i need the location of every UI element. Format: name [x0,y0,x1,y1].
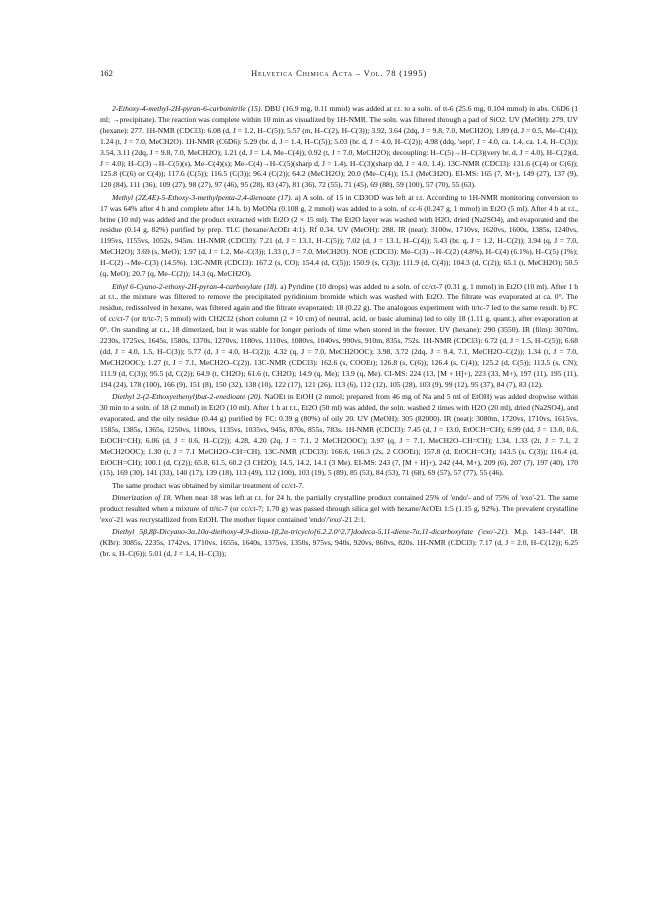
procedure-text: DBU (16.9 mg, 0.11 mmol) was added at r.t. to a soln. of tt-6 (25.6 mg, 0.104 mmol) in abs. C6D6 (1 ml; →precipitate). The reaction was complete within 10 min as visualized by 1H-NMR. The soln. was filtered through a pad of SiO2. UV (MeOH): 279. UV (hexane): 277. 1H-NMR (CDCl3): 6.08 (d, J = 1.2, H–C(5)); 5.57 (m, H–C(2), H–C(3)); 3.92, 3.64 (2dq, J = 9.8, 7.0, MeCH2O); 1.89 (d, J = 0.5, Me–C(4)); 1.24 (t, J = 7.0, MeCH2O). 1H-NMR (C6D6): 5.29 (br. d, J = 1.4, H–C(5)); 5.03 (br. d, J = 4.0, H–C(2)); 4.98 (ddq, 'sept', J = 4.0, ca. 1.4, ca. 1.4, H–C(3)); 3.54, 3.11 (2dq, J = 9.8, 7.0, MeCH2O); 1.21 (d, J = 1.4, Me–C(4)); 0.92 (t, J = 7.0, MeCH2O); decoupling: H–C(5)→H–C(3)(very br. d, J = 4.0), H–C(2)(d, J = 4.0); H–C(3)→H–C(5)(s), Me–C(4)(s); Me–C(4)→H–C(5)(sharp d, J = 1.4), H–C(3)(sharp dd, J = 4.0, 1.4). 13C-NMR (CDCl3): 131.6 (C(4) or C(6)); 125.8 (C(6) or C(4)); 117.6 (C(5)); 116.5 (C(3)); 96.4 (C(2)); 64.2 (MeCH2O); 20.0 (Me–C(4)); 15.1 (MeCH2O). EI-MS: 165 (7, M+), 149 (27), 137 (9), 120 (84), 111 (36), 109 (27), 98 (27), 97 (46), 95 (28), 83 (47), 81 (36), 72 (55), 71 (45), 69 (88), 59 (100), 57 (70), 55 (63). [100,104,578,190]
compound-title: Methyl (2Z,4E)-5-Ethoxy-3-methylpenta-2,4-dienoate (17). [112,192,293,202]
compound-title: Dimerization of 18. [112,493,173,503]
note-paragraph [100,481,578,492]
procedure-text: a) Pyridine (10 drops) was added to a soln. of cc/ct-7 (0.31 g, 1 mmol) in Et2O (10 ml). After 1 h at r.t., the mixture was filtered to remove the precipitated pyridinium bromide which was washed with Et2O. The filtrate was evaporated at ca. 0°. The residue, redissolved in hexane, was filtered again and the filtrate evaporated: 18 (0.22 g). The analogous experiment with tt/tc-7 led to the same result. b) FC of cc/ct-7 (or tt/tc-7; 5 mmol) with CH2Cl2 (short column (2 × 10 cm) of neutral, acid, or basic alumina) led to oily 18 (1.11 g, quant.), after evaporation at 0°. On standing at r.t., 18 dimerized, but it was stable for longer periods of time when stored in the freezer. UV (hexane): 290 (3550). IR (film): 3070m, 2230s, 1725vs, 1645s, 1580s, 1370s, 1270vs, 1180vs, 1110vs, 1080vs, 1040vs, 990vs, 910m, 835s, 752s. 1H-NMR (CDCl3): 6.72 (d, J = 1.5, H–C(5)); 6.68 (dd, J = 4.0, 1.5, H–C(3)); 5.77 (d, J = 4.0, H–C(2)); 4.32 (q, J = 7.0, MeCH2OOC); 3.98, 3.72 (2dq, J = 9.4, 7.1, MeCH2O–C(2)); 1.34 (t, J = 7.0, MeCH2OOC); 1.27 (t, J = 7.1, MeCH2O–C(2)). 13C-NMR (CDCl3): 162.6 (s, COOEt); 126.8 (s, C(6)); 126.4 (s, C(4)); 125.2 (d, C(5)); 113.5 (s, CN); 111.9 (d, C(3)); 95.5 (d, C(2)); 64.9 (t, CH2O); 61.6 (t, CH2O); 14.9 (q, Me); 13.9 (q, Me). CI-MS: 224 (13, [M + H]+), 223 (33, M+), 197 (11), 195 (11), 194 (24), 178 (100), 166 (9), 151 (8), 150 (32), 138 (10), 122 (17), 121 (26), 113 (6), 112 (12), 105 (28), 103 (9), 99 (12), 95 (37), 84 (7), 83 (12). [100,281,578,389]
compound-title: Diethyl 5β,8β-Dicyano-3α,10α-diethoxy-4,9-dioxa-1β,2α-tricyclo[6.2.2.0^2,7]dodeca-5,11-diene-7α,11-dicarboxylate ('exo'-21). [112,527,510,537]
page-number: 162 [100,68,113,78]
experimental-paragraph [100,282,578,391]
procedure-text: When neat 18 was left at r.t. for 24 h, the partially crystalline product contained 25% of 'endo'- and of 75% of 'exo'-21. The same product resulted when a mixture of tt/tc-7 (or cc/ct-7; 1.70 g) was passed through silica gel with hexane/AcOEt 1:5 (1.15 g, 92%). The prevalent crystalline 'exo'-21 was recrystallized from EtOH. The mother liquor contained 'endo'/'exo'-21 2:1. [100,493,578,525]
experimental-paragraph [100,193,578,280]
experimental-paragraph [100,493,578,526]
journal-title: Helvetica Chimica Acta – Vol. 78 (1995) [250,68,428,78]
experimental-paragraph [100,104,578,191]
journal-page [100,68,578,562]
compound-title: Ethyl 6-Cyano-2-ethoxy-2H-pyran-4-carboxylate (18). [112,281,279,291]
procedure-text: The same product was obtained by similar treatment of cc/ct-7. [112,480,304,490]
procedure-text: M.p. 143–144°. IR (KBr): 3085s, 2235s, 1742vs, 1710vs, 1655s, 1640s, 1375vs, 1350s, 975vs, 940s, 920vs, 860vs, 820s. 1H-NMR (CDCl3): 7.17 (d, J = 2.0, H–C(12)); 6.25 (br. s, H–C(6)); 5.01 (d, J = 1.4, H–C(3)); [100,527,579,559]
procedure-text: a) A soln. of 15 in CD3OD was left at r.t. According to 1H-NMR monitoring conversion to 17 was 64% after 4 h and complete after 14 h. b) MeONa (0.108 g, 2 mmol) was added to a soln. of cc-6 (0.247 g, 1 mmol) in Et2O (5 ml). After 4 h at r.t., brine (10 ml) was added and the product extracted with Et2O (2 × 15 ml). The Et2O layer was washed with H2O, dried (Na2SO4), and evaporated and the residue (0.14 g, 82%) purified by prep. TLC (hexane/AcOEt 4:1). Rf 0.34. UV (MeOH): 288. IR (neat): 3100w, 1710vs, 1620vs, 1600s, 1385s, 1240vs, 1195vs, 1155vs, 1052s, 945m. 1H-NMR (CDCl3): 7.21 (d, J = 13.1, H–C(5)); 7.02 (d, J = 13.1, H–C(4)); 5.43 (br. q, J = 1.2, H–C(2)); 3.94 (q, J = 7.0, MeCH2O); 3.69 (s, MeO); 1.97 (d, J = 1.2, Me–C(3)); 1.33 (t, J = 7.0, MeCH2O). NOE (CDCl3): Me–C(3)→H–C(2) (4.8%), H–C(4) (6.1%), H–C(5) (1%); H–C(2)→Me–C(3) (14.5%). 13C-NMR (CDCl3): 167.2 (s, CO); 154.4 (d, C(5)); 150.9 (s, C(3)); 111.9 (d, C(4)); 104.3 (d, C(2)); 65.1 (t, MeCH2O); 50.5 (q, MeO); 20.7 (q, Me–C(2)); 14.3 (q, MeCH2O). [100,192,578,279]
experimental-paragraph [100,392,578,479]
procedure-text: NaOEt in EtOH (2 mmol; prepared from 46 mg of Na and 5 ml of EtOH) was added dropwise within 30 min to a soln. of 18 (2 mmol) in Et2O (10 ml). After 1 h at r.t., Et2O (50 ml) was added, the soln. washed 2 times with H2O (20 ml), dried (Na2SO4), and evaporated, and the oily residue (0.44 g) purified by FC: 0.39 g (80%) of oily 20. UV (MeOH): 305 (82000). IR (neat): 3080m, 1720vs, 1710vs, 1615vs, 1585s, 1385s, 1365s, 1250vs, 1180vs, 1135vs, 1035vs, 945s, 870s, 855s, 783s. 1H-NMR (CDCl3): 7.45 (d, J = 13.0, EtOCH=CH); 6.99 (dd, J = 13.0, 0.6, EtOCH=CH); 6.06 (d, J = 0.6, H–C(2)); 4.28, 4.20 (2q, J = 7.1, 2 MeCH2OOC); 3.97 (q, J = 7.1, MeCH2O–CH=CH); 1.34, 1.33 (2t, J = 7.1, 2 MeCH2OOC); 1.30 (t, J = 7.1 MeCH2O–CH=CH). 13C-NMR (CDCl3): 166.6, 166.3 (2s, 2 COOEt); 157.8 (d, EtOCH=CH); 143.5 (s, C(3)); 116.4 (d, EtOCH=CH); 100.1 (d, C(2)); 65.8, 61.5, 60.2 (3 CH2O); 14.5, 14.2, 14.1 (3 Me). EI-MS: 243 (7, [M + H]+), 242 (44, M+), 209 (6), 207 (7), 197 (40), 170 (15), 169 (30), 141 (33), 140 (17), 139 (18), 113 (49), 112 (100), 103 (19), 5 (89), 85 (53), 84 (53), 71 (68), 69 (57), 57 (77), 55 (46). [100,392,578,478]
compound-title: Diethyl 2-(2-Ethoxyethenyl)but-2-enedioate (20). [112,392,263,402]
experimental-paragraph [100,527,578,560]
running-header [100,68,578,80]
compound-title: 2-Ethoxy-4-methyl-2H-pyran-6-carbonitrile (15). [112,104,263,113]
